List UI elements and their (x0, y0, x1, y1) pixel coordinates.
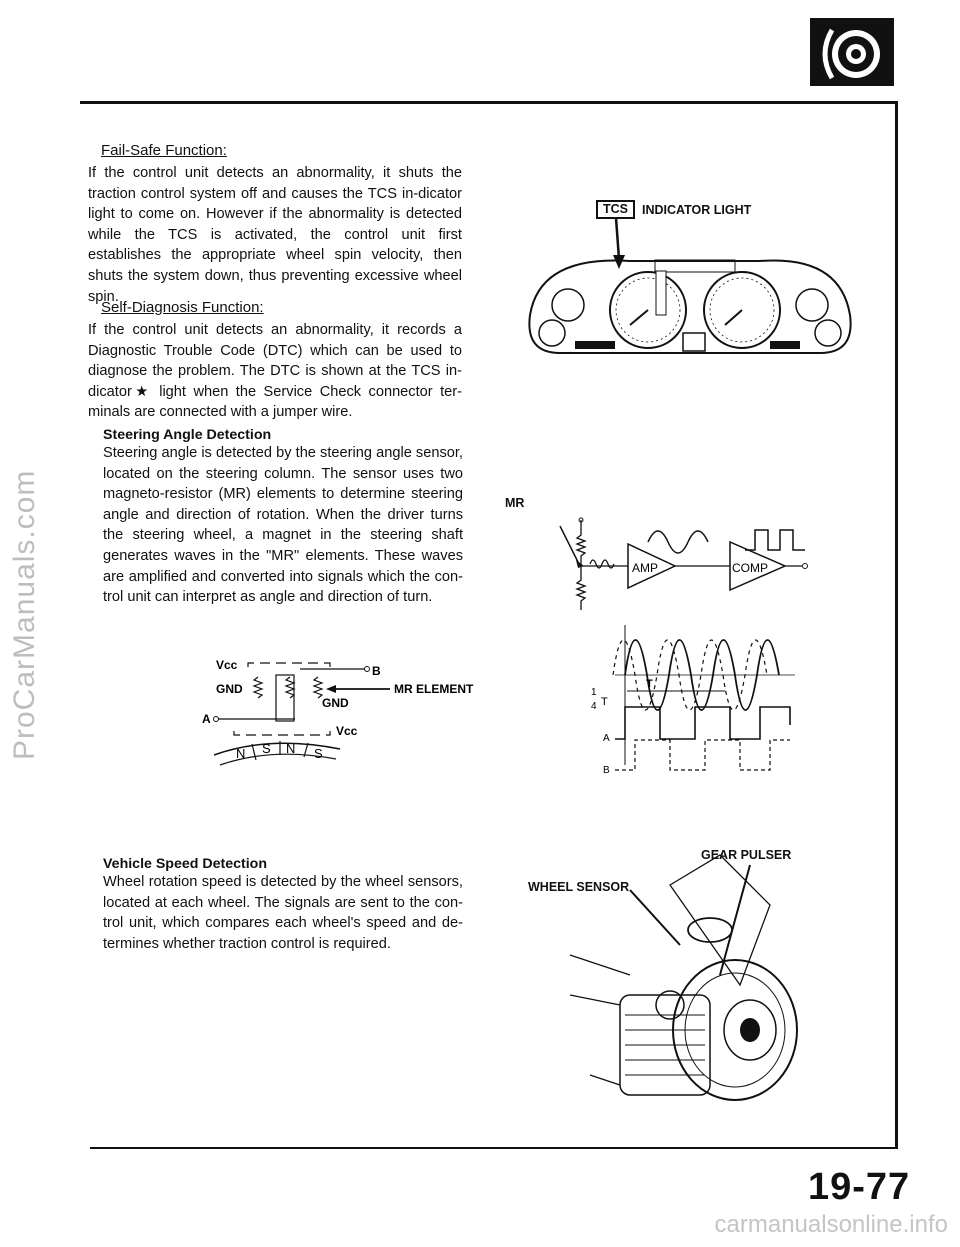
page-number: 19-77 (808, 1166, 911, 1208)
selfdiag-heading: Self-Diagnosis Function: (101, 299, 264, 316)
speed-text: Wheel rotation speed is detected by the wheel sensors, located at each wheel. The signals are sent to the con-trol unit, which compares each wheel's speed and de-termines whether traction control is required. (103, 874, 463, 952)
steering-text: Steering angle is detected by the steering angle sensor, located on the steering column. The sensor uses two magneto-resistor (MR) elements to determine steering angle and direction of rotation. When the driver turns the steering wheel, a magnet in the steering shaft generates waves in the "MR" elements. These waves are amplified and converted into signals which the con-trol unit can interpret as angle and direction of turn. (103, 445, 463, 606)
magnet-s-1: S (262, 741, 271, 756)
b-terminal-label: B (372, 664, 381, 678)
failsafe-heading: Fail-Safe Function: (101, 142, 227, 159)
gnd-right-label: GND (322, 696, 349, 710)
t-quarter-label: T (601, 696, 608, 708)
tcs-badge: TCS (596, 200, 635, 219)
wheel-sensor-illustration (570, 845, 830, 1105)
magnet-n-2: N (286, 741, 296, 756)
mr-label: MR (505, 496, 525, 510)
frame-top-rule (80, 101, 898, 104)
failsafe-text: If the control unit detects an abnormality, it shuts the traction control system off and causes the TCS in-dicator light to come on. However if the abnormality is detected while the TCS is activated, the control unit first establishes the appropriate wheel spin velocity, then shuts the system down, thus preventing excessive wheel spin. (88, 165, 462, 305)
mr-element-label: MR ELEMENT (394, 682, 474, 696)
t-label: T (646, 678, 653, 690)
side-watermark: ProCarManuals.com (8, 469, 41, 760)
instrument-cluster-illustration (520, 215, 860, 355)
frame-bottom-rule (90, 1147, 898, 1149)
quarter-num: 1 (591, 687, 597, 698)
a-terminal-label: A (202, 712, 211, 726)
selfdiag-text: If the control unit detects an abnormality, it records a Diagnostic Trouble Code (DTC) which can be used to diagnose the problem. The DTC is shown at the TCS in-dicator★ light when the Service Check connector ter-minals are connected with a jumper wire. (88, 322, 462, 421)
gear-pulser-label: GEAR PULSER (701, 848, 792, 862)
brake-disc-icon (810, 18, 894, 86)
quarter-den: 4 (591, 701, 597, 712)
frame-right-rule (895, 101, 898, 1149)
ab-waveform-diagram (585, 615, 805, 775)
magnet-s-2: S (314, 746, 323, 761)
indicator-light-label: INDICATOR LIGHT (642, 203, 752, 217)
gnd-left-label: GND (216, 682, 243, 696)
magnet-n-1: N (236, 746, 246, 761)
mr-element-schematic (200, 655, 480, 770)
comp-label: COMP (732, 561, 768, 575)
vcc-bottom-label: Vcc (336, 724, 358, 738)
amp-label: AMP (632, 561, 659, 575)
a-signal-label: A (603, 733, 610, 744)
b-signal-label: B (603, 765, 610, 776)
wheel-sensor-label: WHEEL SENSOR (528, 880, 630, 894)
steering-heading: Steering Angle Detection (103, 427, 272, 443)
bottom-watermark: carmanualsonline.info (714, 1211, 948, 1238)
mr-amp-comp-circuit (540, 520, 860, 620)
speed-heading: Vehicle Speed Detection (103, 856, 268, 872)
vcc-top-label: Vcc (216, 658, 238, 672)
